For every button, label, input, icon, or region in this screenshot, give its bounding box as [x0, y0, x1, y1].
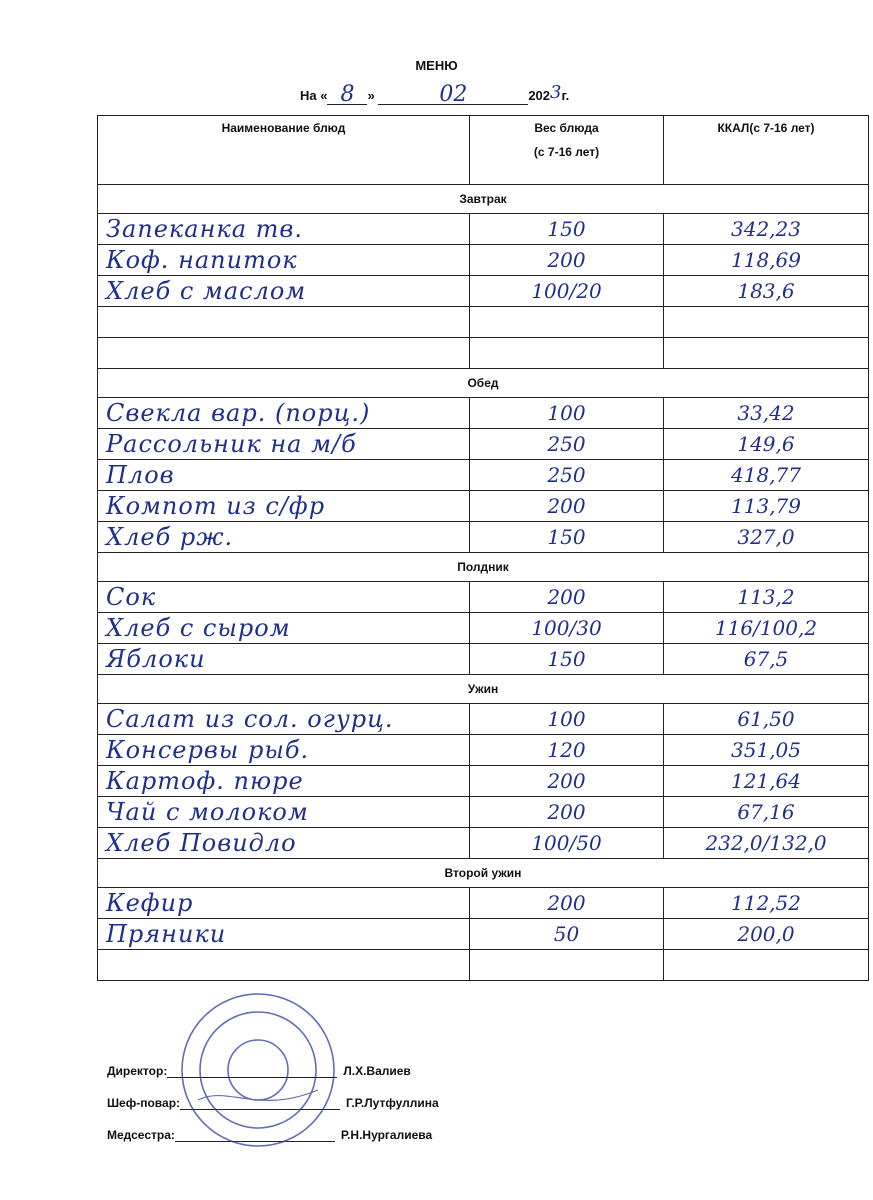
- dish-weight: 200: [470, 582, 664, 613]
- table-row: [98, 245, 869, 276]
- table-row: [98, 919, 869, 950]
- dish-weight: 200: [470, 797, 664, 828]
- dish-name: Пряники: [98, 919, 470, 950]
- signature-role: Шеф-повар:: [107, 1096, 181, 1110]
- table-row: [98, 582, 869, 613]
- dish-kcal: 33,42: [664, 398, 869, 429]
- table-row: [98, 735, 869, 766]
- dish-weight: [470, 338, 664, 369]
- dish-kcal: 342,23: [664, 214, 869, 245]
- dish-name: Свекла вар. (порц.): [98, 398, 470, 429]
- col-weight-line2: (с 7-16 лет): [533, 145, 600, 159]
- dish-kcal: 327,0: [664, 522, 869, 553]
- dish-name: Хлеб рж.: [98, 522, 470, 553]
- dish-name: [98, 307, 470, 338]
- date-year-prefix: 202: [528, 88, 551, 103]
- signature-role: Директор:: [107, 1064, 168, 1078]
- dish-kcal: [664, 338, 869, 369]
- dish-kcal: 113,2: [664, 582, 869, 613]
- signature-name: Г.Р.Лутфуллина: [346, 1096, 439, 1110]
- dish-weight: 200: [470, 491, 664, 522]
- date-line: [300, 84, 569, 105]
- date-year-suffix: г.: [561, 88, 570, 103]
- col-weight-line1: Вес блюда: [534, 121, 599, 135]
- dish-weight: 100/50: [470, 828, 664, 859]
- dish-weight: 250: [470, 429, 664, 460]
- dish-kcal: 149,6: [664, 429, 869, 460]
- dish-weight: 250: [470, 460, 664, 491]
- dish-weight: 100: [470, 704, 664, 735]
- dish-name: Хлеб с сыром: [98, 613, 470, 644]
- table-row: [98, 214, 869, 245]
- section-title: Обед: [98, 369, 869, 398]
- dish-name: Сок: [98, 582, 470, 613]
- section-row: [98, 185, 869, 214]
- table-row: [98, 398, 869, 429]
- section-title: Полдник: [98, 553, 869, 582]
- dish-name: Плов: [98, 460, 470, 491]
- section-row: [98, 369, 869, 398]
- section-row: [98, 859, 869, 888]
- table-row: [98, 704, 869, 735]
- table-row: [98, 766, 869, 797]
- table-row: [98, 491, 869, 522]
- col-kcal-header: ККАЛ(с 7-16 лет): [664, 116, 869, 185]
- table-row: [98, 797, 869, 828]
- date-month: 02: [439, 82, 468, 107]
- dish-weight: 200: [470, 766, 664, 797]
- date-prefix: На «: [300, 88, 328, 103]
- table-row: [98, 429, 869, 460]
- dish-kcal: 183,6: [664, 276, 869, 307]
- dish-kcal: 67,16: [664, 797, 869, 828]
- table-row: [98, 276, 869, 307]
- dish-weight: 200: [470, 888, 664, 919]
- section-title: Завтрак: [98, 185, 869, 214]
- dish-weight: 100/30: [470, 613, 664, 644]
- dish-kcal: 67,5: [664, 644, 869, 675]
- dish-name: Хлеб с маслом: [98, 276, 470, 307]
- round-stamp-seal: [178, 990, 338, 1150]
- dish-weight: 150: [470, 522, 664, 553]
- dish-name: Коф. напиток: [98, 245, 470, 276]
- section-row: [98, 553, 869, 582]
- table-row: [98, 522, 869, 553]
- dish-name: [98, 950, 470, 981]
- dish-name: Яблоки: [98, 644, 470, 675]
- dish-kcal: [664, 950, 869, 981]
- dish-weight: [470, 307, 664, 338]
- col-name-header: Наименование блюд: [98, 116, 470, 185]
- date-year-digit: 3: [550, 82, 562, 103]
- table-row: [98, 888, 869, 919]
- signature-role: Медсестра:: [107, 1128, 175, 1142]
- dish-kcal: 232,0/132,0: [664, 828, 869, 859]
- date-mid: »: [367, 88, 375, 103]
- table-row: [98, 828, 869, 859]
- dish-kcal: 121,64: [664, 766, 869, 797]
- table-header-row: [98, 116, 869, 185]
- table-row: [98, 644, 869, 675]
- dish-kcal: 112,52: [664, 888, 869, 919]
- date-day: 8: [340, 82, 355, 107]
- dish-name: Кефир: [98, 888, 470, 919]
- dish-name: Рассольник на м/б: [98, 429, 470, 460]
- section-title: Ужин: [98, 675, 869, 704]
- dish-weight: [470, 950, 664, 981]
- signature-name: Л.Х.Валиев: [343, 1064, 411, 1078]
- dish-weight: 100/20: [470, 276, 664, 307]
- section-title: Второй ужин: [98, 859, 869, 888]
- dish-weight: 120: [470, 735, 664, 766]
- dish-name: [98, 338, 470, 369]
- dish-name: Запеканка тв.: [98, 214, 470, 245]
- dish-weight: 50: [470, 919, 664, 950]
- dish-kcal: 351,05: [664, 735, 869, 766]
- dish-kcal: [664, 307, 869, 338]
- dish-weight: 200: [470, 245, 664, 276]
- dish-name: Хлеб Повидло: [98, 828, 470, 859]
- dish-kcal: 113,79: [664, 491, 869, 522]
- table-row: [98, 613, 869, 644]
- dish-kcal: 118,69: [664, 245, 869, 276]
- table-row: [98, 950, 869, 981]
- table-row: [98, 338, 869, 369]
- dish-kcal: 200,0: [664, 919, 869, 950]
- table-row: [98, 460, 869, 491]
- dish-name: Компот из с/фр: [98, 491, 470, 522]
- table-row: [98, 307, 869, 338]
- section-row: [98, 675, 869, 704]
- signature-name: Р.Н.Нургалиева: [340, 1128, 433, 1142]
- dish-kcal: 116/100,2: [664, 613, 869, 644]
- menu-title: МЕНЮ: [415, 58, 458, 73]
- dish-name: Салат из сол. огурц.: [98, 704, 470, 735]
- dish-weight: 100: [470, 398, 664, 429]
- dish-kcal: 61,50: [664, 704, 869, 735]
- dish-weight: 150: [470, 214, 664, 245]
- dish-name: Картоф. пюре: [98, 766, 470, 797]
- dish-weight: 150: [470, 644, 664, 675]
- col-weight-header: [470, 116, 664, 185]
- dish-kcal: 418,77: [664, 460, 869, 491]
- menu-table: [97, 115, 869, 981]
- dish-name: Консервы рыб.: [98, 735, 470, 766]
- dish-name: Чай с молоком: [98, 797, 470, 828]
